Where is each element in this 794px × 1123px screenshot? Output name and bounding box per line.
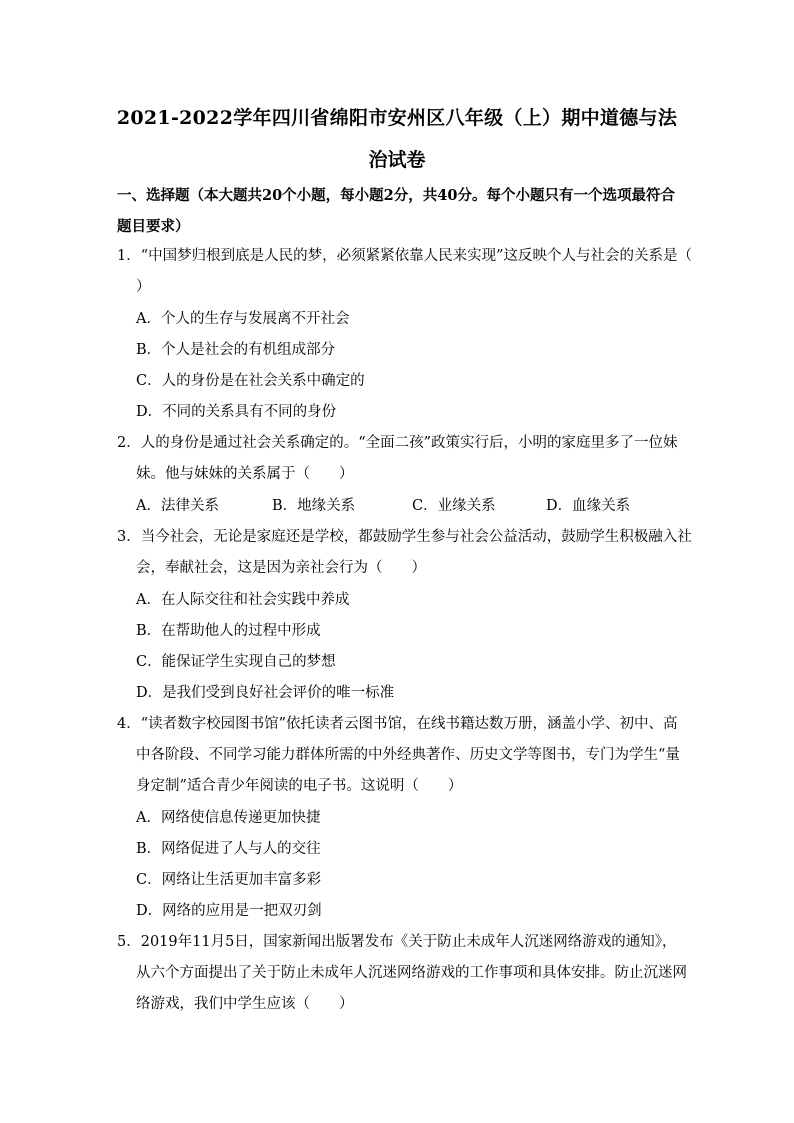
- question-2-line-1: 2．人的身份是通过社会关系确定的。“全面二孩”政策实行后，小明的家庭里多了一位妹: [117, 435, 678, 451]
- question-5-line-3: 络游戏，我们中学生应该（ ）: [136, 996, 354, 1012]
- question-4-line-1: 4．“读者数字校园图书馆”依托读者云图书馆，在线书籍达数万册，涵盖小学、初中、高: [117, 716, 678, 732]
- question-4-option-a: A．网络使信息传递更加快捷: [136, 810, 321, 826]
- question-2-option-c: C．业缘关系: [412, 498, 496, 514]
- question-2-options: [136, 491, 676, 522]
- question-2-option-b: B．地缘关系: [272, 498, 356, 514]
- question-3-stem: [117, 522, 692, 584]
- section-heading: [117, 180, 687, 242]
- question-4-line-2: 中各阶段、不同学习能力群体所需的中外经典著作、历史文学等图书，专门为学生“量: [136, 747, 680, 763]
- question-1-option-c: C．人的身份是在社会关系中确定的: [136, 373, 365, 389]
- question-2-stem: [117, 428, 683, 490]
- question-4-option-b: B．网络促进了人与人的交往: [136, 841, 321, 857]
- question-2-option-a: A．法律关系: [136, 498, 219, 514]
- question-1-option-d: D．不同的关系具有不同的身份: [136, 404, 337, 420]
- question-1-option-b: B．个人是社会的有机组成部分: [136, 342, 336, 358]
- question-4-option-c: C．网络让生活更加丰富多彩: [136, 872, 322, 888]
- question-4-stem: [117, 709, 683, 802]
- question-1-option-a: A．个人的生存与发展离不开社会: [136, 311, 350, 327]
- question-5-line-1: 5．2019年11月5日，国家新闻出版署发布《关于防止未成年人沉迷网络游戏的通知》，: [117, 934, 677, 950]
- question-3-line-1: 3．当今社会，无论是家庭还是学校，都鼓励学生参与社会公益活动，鼓励学生积极融入社: [117, 529, 692, 545]
- question-1-line-2: ）: [136, 279, 151, 295]
- exam-title-line-2: 治试卷: [368, 149, 426, 171]
- section-heading-line-2: 题目要求）: [117, 218, 190, 235]
- question-5-line-2: 从六个方面提出了关于防止未成年人沉迷网络游戏的工作事项和具体安排。防止沉迷网: [136, 965, 687, 981]
- question-2-line-2: 妹。他与妹妹的关系属于（ ）: [136, 466, 354, 482]
- question-4-option-d: D．网络的应用是一把双刃剑: [136, 903, 322, 919]
- question-3-line-2: 会，奉献社会，这是因为亲社会行为（ ）: [136, 560, 426, 576]
- question-2-option-d: D．血缘关系: [546, 498, 631, 514]
- question-4-line-3: 身定制”适合青少年阅读的电子书。这说明（ ）: [136, 778, 463, 794]
- exam-title: [110, 97, 684, 181]
- question-3-option-c: C．能保证学生实现自己的梦想: [136, 654, 336, 670]
- question-3-option-b: B．在帮助他人的过程中形成: [136, 623, 321, 639]
- question-1-line-1: 1．“中国梦归根到底是人民的梦，必须紧紧依靠人民来实现”这反映个人与社会的关系是（: [117, 248, 693, 264]
- question-5-stem: [117, 927, 687, 1020]
- question-3-option-a: A．在人际交往和社会实践中养成: [136, 592, 350, 608]
- exam-title-line-1: 2021-2022学年四川省绵阳市安州区八年级（上）期中道德与法: [116, 107, 678, 129]
- question-1-stem: [117, 241, 693, 303]
- question-3-option-d: D．是我们受到良好社会评价的唯一标准: [136, 685, 395, 701]
- section-heading-line-1: 一、选择题（本大题共20个小题，每小题2分，共40分。每个小题只有一个选项最符合: [117, 187, 675, 204]
